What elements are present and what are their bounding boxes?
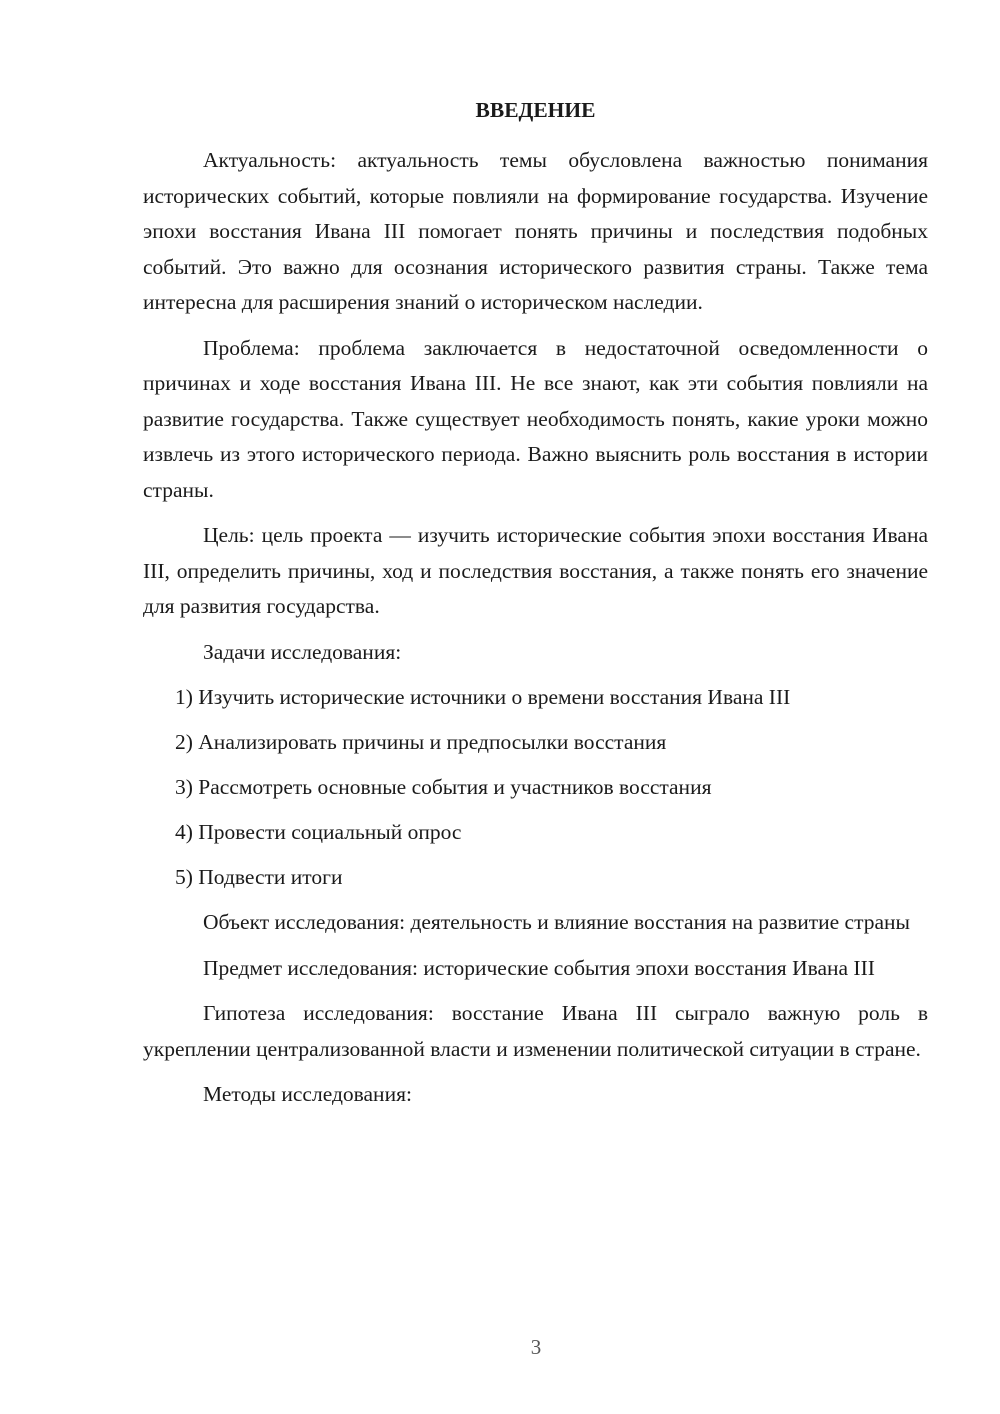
tasks-heading: Задачи исследования: bbox=[203, 639, 402, 664]
methods-heading: Методы исследования: bbox=[203, 1082, 412, 1106]
page-number: 3 bbox=[530, 1335, 542, 1359]
task-item: 5) Подвести итоги bbox=[175, 865, 343, 889]
tasks-list bbox=[143, 680, 928, 896]
hypothesis-paragraph: Гипотеза исследования: восстание Ивана III сыграло важную роль в укреплении централизованной власти и изменении политической ситуации в стране. bbox=[143, 1001, 928, 1061]
document-title: ВВЕДЕНИЕ bbox=[475, 98, 596, 122]
object-paragraph: Объект исследования: деятельность и влияние восстания на развитие страны bbox=[203, 910, 910, 934]
relevance-paragraph: Актуальность: актуальность темы обусловлена важностью понимания исторических событий, которые повлияли на формирование государства. Изучение эпохи восстания Ивана III помогает понять причины и последствия подобных событий. Это важно для осознания исторического развития страны. Также тема интересна для расширения знаний о историческом наследии. bbox=[143, 148, 928, 314]
task-item: 2) Анализировать причины и предпосылки восстания bbox=[175, 730, 667, 754]
problem-paragraph: Проблема: проблема заключается в недостаточной осведомленности о причинах и ходе восстания Ивана III. Не все знают, как эти события повлияли на развитие государства. Также существует необходимость понять, какие уроки можно извлечь из этого исторического периода. Важно выяснить роль восстания в истории страны. bbox=[143, 335, 928, 502]
document-page bbox=[143, 95, 928, 1123]
task-item: 1) Изучить исторические источники о времени восстания Ивана III bbox=[175, 685, 791, 709]
subject-paragraph: Предмет исследования: исторические события эпохи восстания Ивана III bbox=[203, 955, 875, 980]
task-item: 4) Провести социальный опрос bbox=[175, 820, 462, 844]
task-item: 3) Рассмотреть основные события и участников восстания bbox=[175, 775, 712, 799]
goal-paragraph: Цель: цель проекта — изучить исторические события эпохи восстания Ивана III, определить причины, ход и последствия восстания, а также понять его значение для развития государства. bbox=[143, 523, 928, 618]
